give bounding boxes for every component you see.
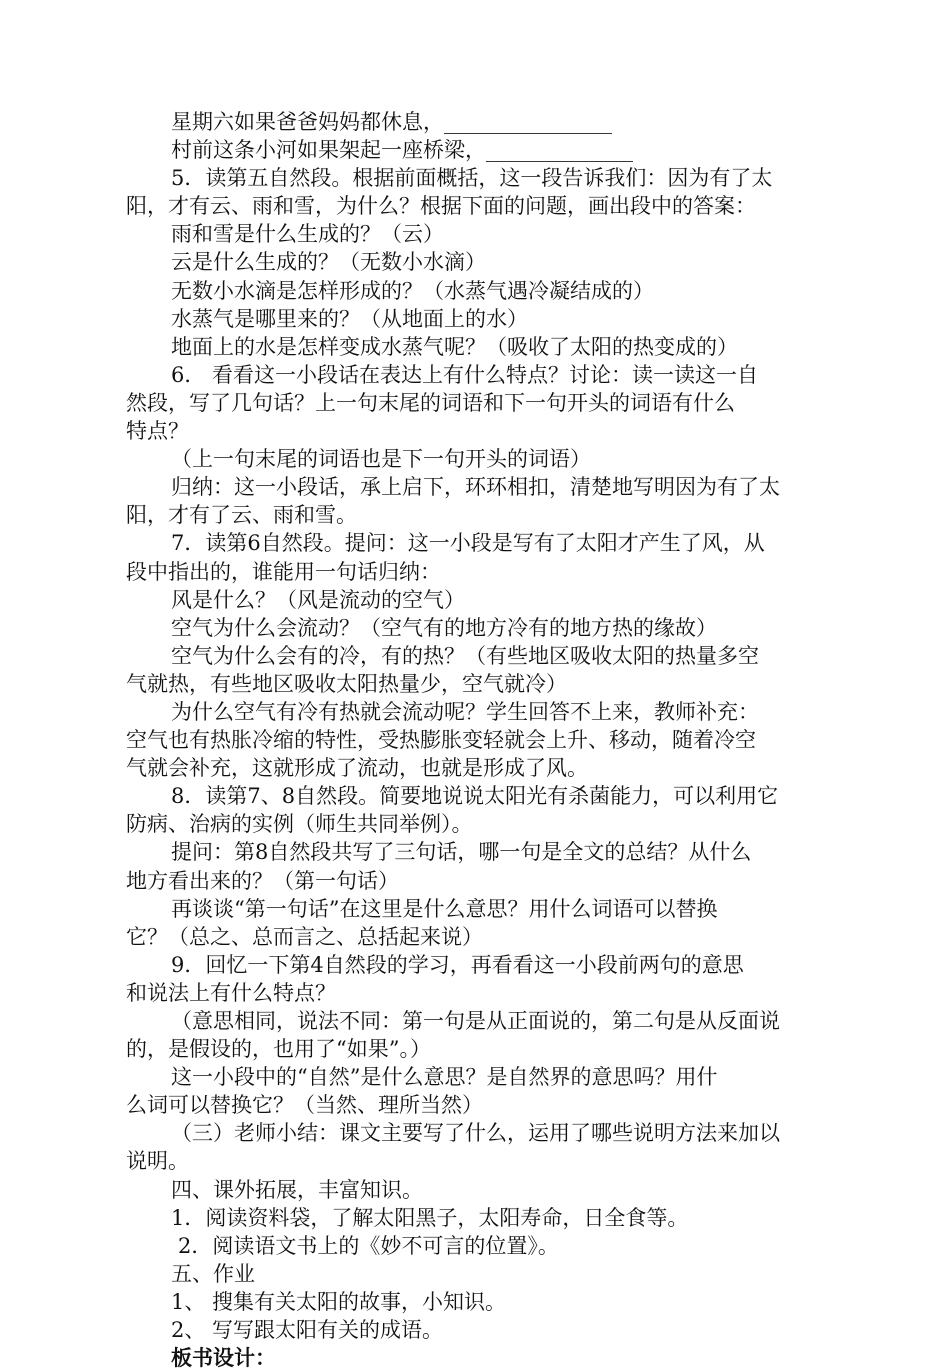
text-line: 的，是假设的，也用了“如果”。） [126,1037,431,1062]
text-line: 气就会补充，这就形成了流动，也就是形成了风。 [126,756,588,781]
text-line: 空气为什么会流动？（空气有的地方冷有的地方热的缘故） [171,615,717,640]
text-line: 2、 写写跟太阳有关的成语。 [171,1318,444,1343]
text-line: 云是什么生成的？（无数小水滴） [171,250,486,275]
text-line: 村前这条小河如果架起一座桥梁，______________ [171,138,633,163]
text-line: 它？（总之、总而言之、总括起来说） [126,924,483,949]
text-line: 特点？ [126,419,189,444]
text-line: 无数小水滴是怎样形成的？（水蒸气遇冷凝结成的） [171,278,654,303]
text-line: 和说法上有什么特点？ [126,980,336,1005]
text-line: 星期六如果爸爸妈妈都休息，________________ [171,110,612,134]
text-line: （意思相同，说法不同：第一句是从正面说的，第二句是从反面说 [171,1009,780,1033]
text-line: 气就热，有些地区吸收太阳热量少，空气就冷） [126,671,567,696]
text-line: 再谈谈“第一句话”在这里是什么意思？用什么词语可以替换 [171,896,718,921]
document-page [126,108,836,1372]
text-line: 阳，才有了云、雨和雪。 [126,503,357,528]
text-line: 雨和雪是什么生成的？（云） [171,222,444,247]
text-line: 风是什么？（风是流动的空气） [171,587,465,612]
text-line: 7．读第6自然段。提问：这一小段是写有了太阳才产生了风，从 [171,531,765,556]
section-heading: 板书设计： [171,1346,276,1371]
text-line: 这一小段中的“自然”是什么意思？是自然界的意思吗？用什 [171,1065,718,1090]
text-line: 6． 看看这一小段话在表达上有什么特点？讨论：读一读这一自 [171,362,759,387]
text-line: 8．读第7、8自然段。简要地说说太阳光有杀菌能力，可以利用它 [171,784,779,809]
text-line: 四、课外拓展，丰富知识。 [171,1177,423,1202]
text-line: 1、 搜集有关太阳的故事，小知识。 [171,1289,507,1314]
text-line: 阳，才有云、雨和雪，为什么？根据下面的问题，画出段中的答案： [126,194,756,219]
text-line: （上一句末尾的词语也是下一句开头的词语） [171,447,591,472]
text-line: 2．阅读语文书上的《妙不可言的位置》。 [178,1233,559,1258]
text-line: 地面上的水是怎样变成水蒸气呢？（吸收了太阳的热变成的） [171,334,738,359]
text-line: （三）老师小结：课文主要写了什么，运用了哪些说明方法来加以 [171,1121,780,1146]
text-line: 1．阅读资料袋，了解太阳黑子，太阳寿命，日全食等。 [171,1205,689,1230]
text-line: 五、作业 [171,1261,255,1286]
text-line: 地方看出来的？（第一句话） [126,868,399,893]
text-line: 么词可以替换它？（当然、理所当然） [126,1093,483,1118]
text-line: 提问：第8自然段共写了三句话，哪一句是全文的总结？从什么 [171,840,752,865]
text-line: 说明。 [126,1149,189,1174]
text-line: 水蒸气是哪里来的？（从地面上的水） [171,306,528,331]
text-line: 然段，写了几句话？上一句末尾的词语和下一句开头的词语有什么 [126,390,735,415]
text-line: 为什么空气有冷有热就会流动呢？学生回答不上来，教师补充： [171,699,759,724]
text-line: 9．回忆一下第4自然段的学习，再看看这一小段前两句的意思 [171,952,744,977]
text-line: 空气也有热胀冷缩的特性，受热膨胀变轻就会上升、移动，随着冷空 [126,728,756,753]
text-line: 归纳：这一小段话，承上启下，环环相扣，清楚地写明因为有了太 [171,475,780,500]
text-line: 段中指出的，谁能用一句话归纳： [126,559,441,584]
text-line: 空气为什么会有的冷，有的热？（有些地区吸收太阳的热量多空 [171,643,759,668]
text-line: 5．读第五自然段。根据前面概括，这一段告诉我们：因为有了太 [171,166,773,191]
text-line: 防病、治病的实例（师生共同举例）。 [126,812,473,837]
